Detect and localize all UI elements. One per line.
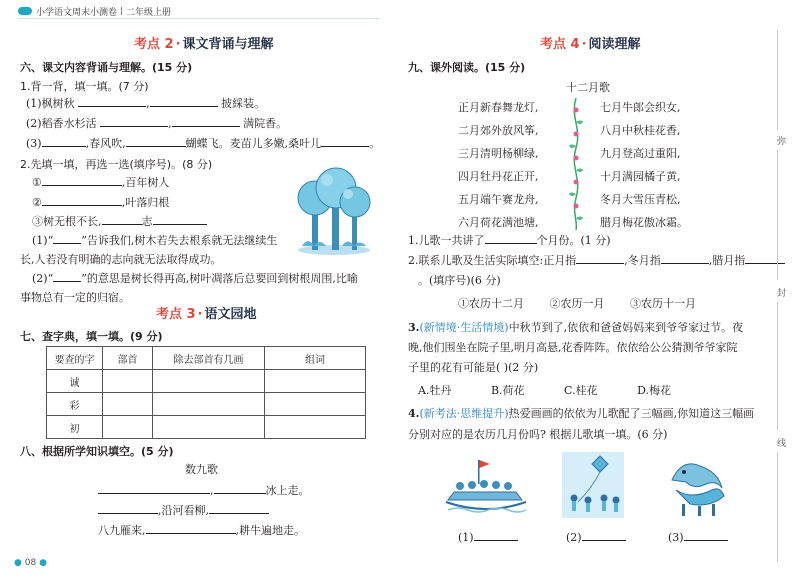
poem-line: 十月满园橘子黄, [600, 170, 681, 183]
option: ②农历一月 [549, 297, 605, 310]
dictionary-table [46, 346, 366, 439]
table-cell-blank[interactable] [153, 416, 265, 439]
poem-line: 六月荷花满池塘, [458, 216, 539, 229]
table-cell-char: 诚 [47, 370, 103, 393]
cut-line-segment [777, 452, 778, 562]
q9-poem-title: 十二月歌 [566, 81, 610, 94]
q9-options [458, 296, 696, 311]
table-cell-blank[interactable] [103, 393, 153, 416]
q9-part3-line3: 子里的花有可能是( )(2 分) [408, 361, 539, 374]
table-row [47, 370, 366, 393]
choice: D.梅花 [637, 384, 672, 397]
poem-line: 冬月大雪压青松, [600, 193, 681, 206]
option: ③农历十一月 [630, 297, 696, 310]
poem-line: 九月登高过重阳, [600, 147, 681, 160]
section-title-kp3: 考点 3 · 语文园地 [156, 306, 257, 324]
idiom-2: ② ,叶落归根 [32, 196, 170, 209]
table-header-row [47, 347, 366, 370]
idiom-3: ③树无根不长, 志 [32, 214, 207, 229]
section-title-kp4: 考点 4 · 阅读理解 [540, 36, 641, 54]
series-name: 小学语文周末小测卷 [36, 7, 118, 18]
table-cell-blank[interactable] [103, 416, 153, 439]
table-cell-blank[interactable] [153, 370, 265, 393]
q9-part3-line2: 晚,他们围坐在院子里,明月高悬,花香阵阵。依依给公公猜测爷爷家院 [408, 341, 738, 354]
choice: A.牡丹 [418, 384, 452, 397]
caption-2: (2) [566, 530, 626, 545]
poem-line: 正月新春舞龙灯, [458, 101, 539, 114]
table-cell-blank[interactable] [265, 393, 366, 416]
grade-name: 二年级上册 [126, 7, 172, 18]
q6-sub2: (2)“ ”的意思是树长得再高,树叶凋落后总要回到树根周围,比喻 [32, 272, 358, 285]
table-header: 除去部首有几画 [153, 347, 265, 370]
q6-title: 六、课文内容背诵与理解。(15 分) [20, 61, 193, 74]
q8-title: 八、根据所学知识填空。(5 分) [20, 445, 174, 458]
q6-line2: (2)稻香水杉活 , 满院香。 [26, 117, 288, 130]
q6-sub1: (1)“ ”告诉我们,树木若失去根系就无法继续生 [32, 234, 278, 247]
table-cell-char: 彩 [47, 393, 103, 416]
cut-line-segment [777, 150, 778, 280]
table-header: 要查的字 [47, 347, 103, 370]
tag-thinking: (新考法·思维提升) [419, 407, 509, 420]
q9-part4-line2: 分别对应的是农历几月份吗? 根据儿歌填一填。(6 分) [408, 428, 668, 441]
q9-title: 九、课外阅读。(15 分) [408, 61, 526, 74]
q6-sub1-cont: 长,人若没有明确的志向就无法取得成功。 [20, 253, 222, 266]
q8-line2: ,沿河看柳, [98, 503, 269, 518]
tag-life-context: (新情境·生活情境) [419, 321, 509, 334]
option: ①农历十二月 [458, 297, 524, 310]
table-header: 部首 [103, 347, 153, 370]
table-cell-blank[interactable] [265, 416, 366, 439]
poem-right-column [600, 96, 688, 234]
q6-part2: 2.先填一填，再选一选(填序号)。(8 分) [20, 158, 213, 171]
poem-line: 三月清明杨柳绿, [458, 147, 539, 160]
q6-sub2-cont: 事物总有一定的归宿。 [20, 291, 130, 304]
idiom-1: ① ,百年树人 [32, 176, 170, 189]
poem-line: 二月郊外放风筝, [458, 124, 539, 137]
q6-part1: 1.背一背，填一填。(7 分) [20, 80, 149, 93]
table-cell-blank[interactable] [103, 370, 153, 393]
table-cell-blank[interactable] [265, 370, 366, 393]
choice: B.荷花 [490, 384, 525, 397]
poem-line: 八月中秋桂花香, [600, 124, 681, 137]
q6-line1: (1)枫树秋 , 披綵装。 [26, 97, 266, 110]
q7-title: 七、查字典，填一填。(9 分) [20, 330, 163, 343]
choice: C.桂花 [564, 384, 598, 397]
tree-illustration [296, 166, 372, 256]
flower-vine-decoration [568, 98, 584, 230]
cut-mark: 封 [776, 289, 786, 299]
poem-line: 五月端午赛龙舟, [458, 193, 539, 206]
q9-part3: 3.(新情境·生活情境)中秋节到了,依依和爸爸妈妈来到爷爷家过节。夜 [408, 321, 744, 334]
q8-line3: 八九雁来, ,耕牛遍地走。 [98, 524, 305, 537]
kite-flying-picture [560, 450, 626, 520]
page-number: ● 08 ● [14, 558, 47, 568]
dragon-boat-picture [444, 452, 528, 518]
q6-line3: (3) ,春风吹, 蝴蝶飞。麦苗儿多嫩,桑叶儿 。 [26, 137, 381, 150]
q9-part3-choices [418, 383, 671, 398]
page-header [18, 4, 171, 18]
cut-line-segment [777, 30, 778, 130]
q9-part2: 2.联系儿歌及生活实际填空:正月指 ,冬月指 ,腊月指 [408, 253, 785, 268]
series-badge [18, 7, 32, 15]
table-cell-char: 初 [47, 416, 103, 439]
q8-line1: , 冰上走。 [98, 483, 310, 498]
poem-left-column [458, 96, 539, 234]
caption-3: (3) [668, 530, 728, 545]
q9-part2-cont: 。(填序号)(6 分) [418, 274, 501, 287]
q9-part1: 1.儿歌一共讲了 个月份。(1 分) [408, 234, 611, 247]
table-header: 组词 [265, 347, 366, 370]
cut-line-segment [777, 302, 778, 430]
dragon-dance-picture [664, 450, 730, 520]
poem-line: 四月牡丹花正开, [458, 170, 539, 183]
section-title-kp2: 考点 2 · 课文背诵与理解 [134, 36, 274, 54]
table-row [47, 393, 366, 416]
header-rule [18, 18, 380, 19]
table-cell-blank[interactable] [153, 393, 265, 416]
cut-mark: 线 [776, 439, 786, 449]
q9-part4: 4.(新考法·思维提升)热爱画画的依依为儿歌配了三幅画,你知道这三幅画 [408, 407, 755, 420]
cut-mark: 弥 [776, 137, 786, 147]
q8-poem-title: 数九歌 [185, 463, 218, 476]
poem-line: 腊月梅花傲冰霜。 [600, 216, 688, 229]
header-divider [121, 7, 122, 15]
caption-1: (1) [458, 530, 518, 545]
table-row [47, 416, 366, 439]
poem-line: 七月牛郎会织女, [600, 101, 681, 114]
